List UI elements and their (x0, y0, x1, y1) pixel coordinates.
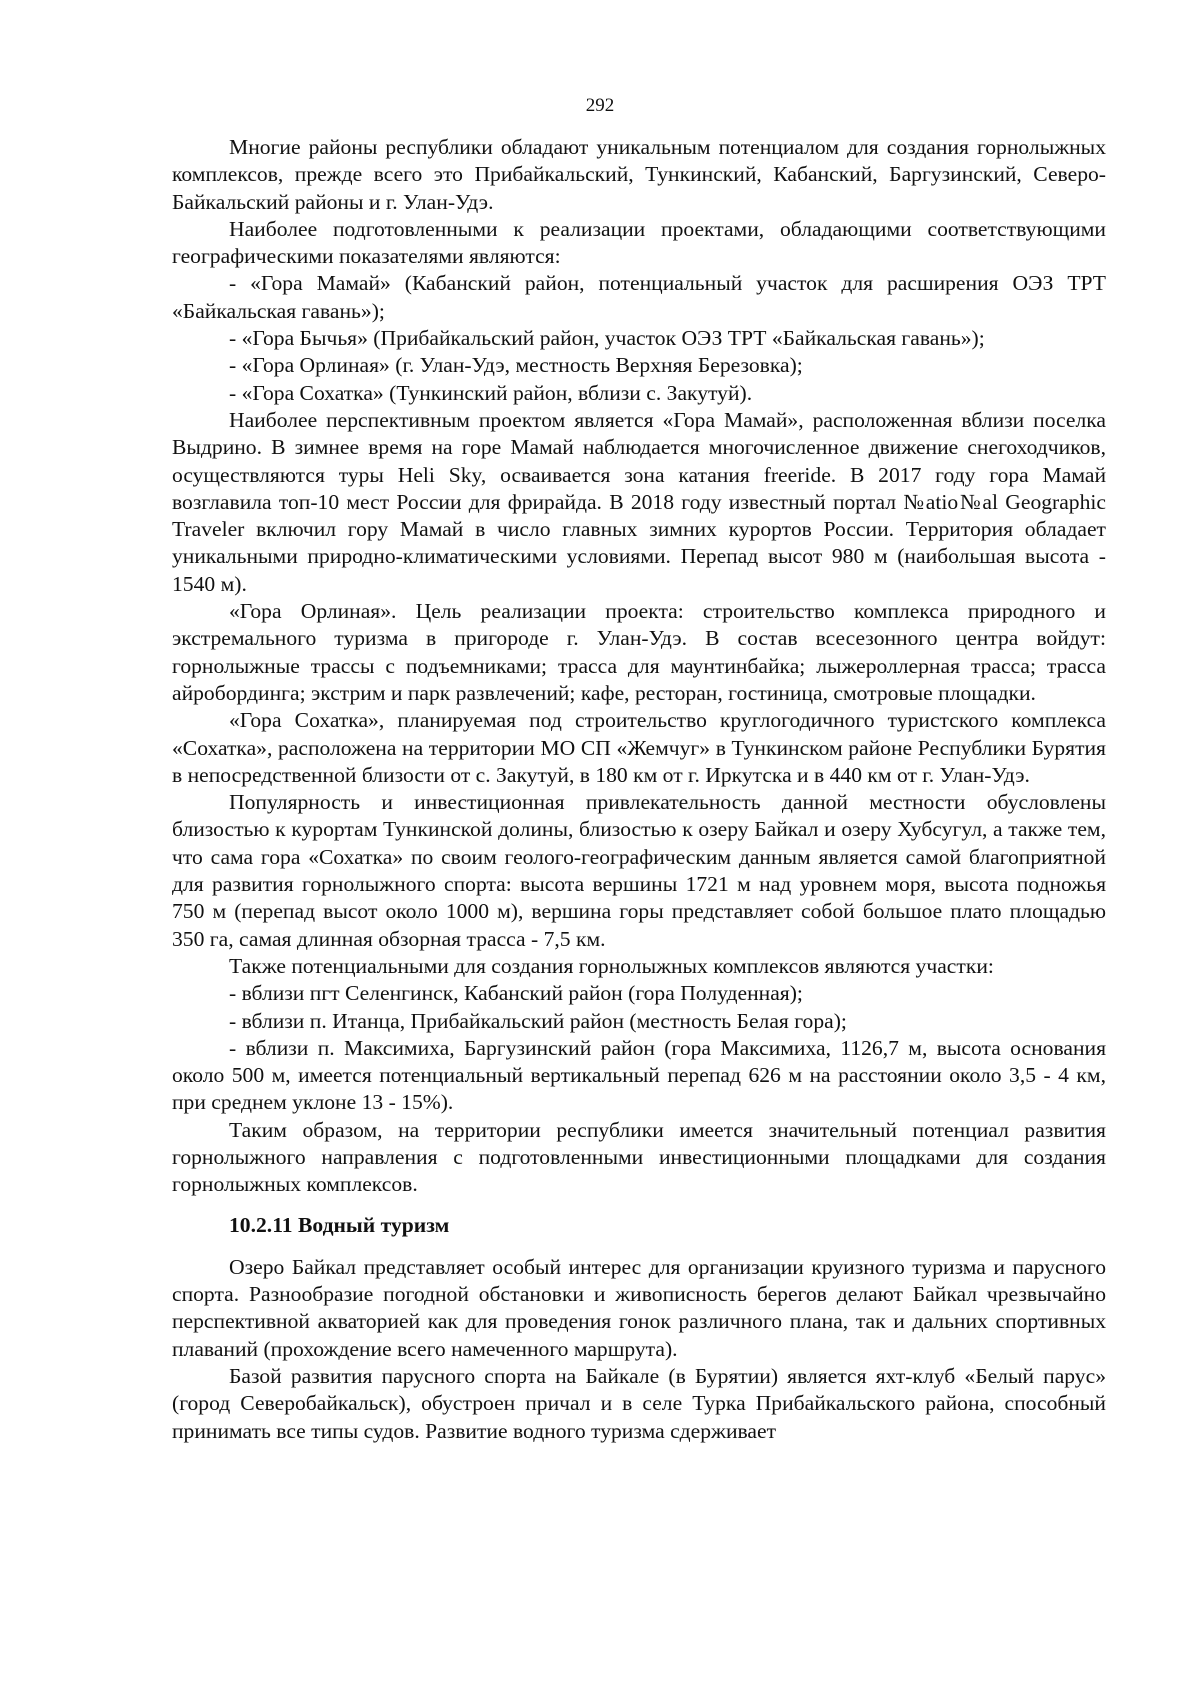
list-item: - «Гора Орлиная» (г. Улан-Удэ, местность Верхняя Березовка); (229, 353, 803, 378)
paragraph: «Гора Сохатка», планируемая под строительство круглогодичного туристского комплекса «Сохатка», расположена на территории МО СП «Жемчуг» в Тункинском районе Республики Бурятия в непосредственной близости от с. Закутуй, в 180 км от г. Иркутска и в 440 км от г. Улан-Удэ. (172, 708, 1106, 787)
paragraph: Базой развития парусного спорта на Байкале (в Бурятии) является яхт-клуб «Белый парус» (город Северобайкальск), обустроен причал и в селе Турка Прибайкальского района, способный принимать все типы судов. Развитие водного туризма сдерживает (172, 1364, 1106, 1443)
list-item: - вблизи п. Максимиха, Баргузинский район (гора Максимиха, 1126,7 м, высота основания около 500 м, имеется потенциальный вертикальный перепад 626 м на расстоянии около 3,5 - 4 км, при среднем уклоне 13 - 15%). (172, 1035, 1106, 1115)
section-heading: 10.2.11 Водный туризм (229, 1212, 450, 1237)
list-item: - вблизи п. Итанца, Прибайкальский район (местность Белая гора); (229, 1008, 847, 1033)
page-number: 292 (585, 95, 615, 116)
list-item: - «Гора Мамай» (Кабанский район, потенциальный участок для расширения ОЭЗ ТРТ «Байкальская гавань»); (172, 271, 1106, 323)
list-item: - вблизи пгт Селенгинск, Кабанский район (гора Полуденная); (229, 981, 803, 1006)
paragraph: «Гора Орлиная». Цель реализации проекта: строительство комплекса природного и экстремального туризма в пригороде г. Улан-Удэ. В состав всесезонного центра войдут: горнолыжные трассы с подъемниками; трасса для маунтинбайка; лыжероллерная трасса; трасса айробординга; экстрим и парк развлечений; кафе, ресторан, гостиница, смотровые площадки. (172, 599, 1106, 705)
paragraph: Наиболее подготовленными к реализации проектами, обладающими соответствующими географическими показателями являются: (172, 216, 1106, 269)
list-item: - «Гора Сохатка» (Тункинский район, вблизи с. Закутуй). (229, 380, 753, 405)
paragraph: Таким образом, на территории республики имеется значительный потенциал развития горнолыжного направления с подготовленными инвестиционными площадками для создания горнолыжных комплексов. (172, 1117, 1106, 1197)
paragraph: Популярность и инвестиционная привлекательность данной местности обусловлены близостью к курортам Тункинской долины, близостью к озеру Байкал и озеру Хубсугул, а также тем, что сама гора «Сохатка» по своим геолого-географическим данным является самой благоприятной для развития горнолыжного спорта: высота вершины 1721 м над уровнем моря, высота подножья 750 м (перепад высот около 1000 м), вершина горы представляет собой большое плато площадью 350 га, самая длинная обзорная трасса - 7,5 км. (172, 790, 1106, 951)
paragraph: Наиболее перспективным проектом является «Гора Мамай», расположенная вблизи поселка Выдрино. В зимнее время на горе Мамай наблюдается многочисленное движение снегоходчиков, осуществляются туры Heli Sky, осваивается зона катания freeride. В 2017 году гора Мамай возглавила топ-10 мест России для фрирайда. В 2018 году известный портал №atio№al Geographic Traveler включил гору Мамай в число главных зимних курортов России. Территория обладает уникальными природно-климатическими условиями. Перепад высот 980 м (наибольшая высота - 1540 м). (172, 407, 1106, 596)
paragraph: Озеро Байкал представляет особый интерес для организации круизного туризма и парусного спорта. Разнообразие погодной обстановки и живописность берегов делают Байкал чрезвычайно перспективной акваторией как для проведения гонок различного плана, так и дальних спортивных плаваний (прохождение всего намеченного маршрута). (172, 1254, 1106, 1361)
body-text (172, 134, 1106, 1445)
paragraph: Также потенциальными для создания горнолыжных комплексов являются участки: (229, 953, 994, 978)
list-item: - «Гора Бычья» (Прибайкальский район, участок ОЭЗ ТРТ «Байкальская гавань»); (229, 326, 985, 351)
paragraph: Многие районы республики обладают уникальным потенциалом для создания горнолыжных комплексов, прежде всего это Прибайкальский, Тункинский, Кабанский, Баргузинский, Северо-Байкальский районы и г. Улан-Удэ. (172, 135, 1106, 214)
